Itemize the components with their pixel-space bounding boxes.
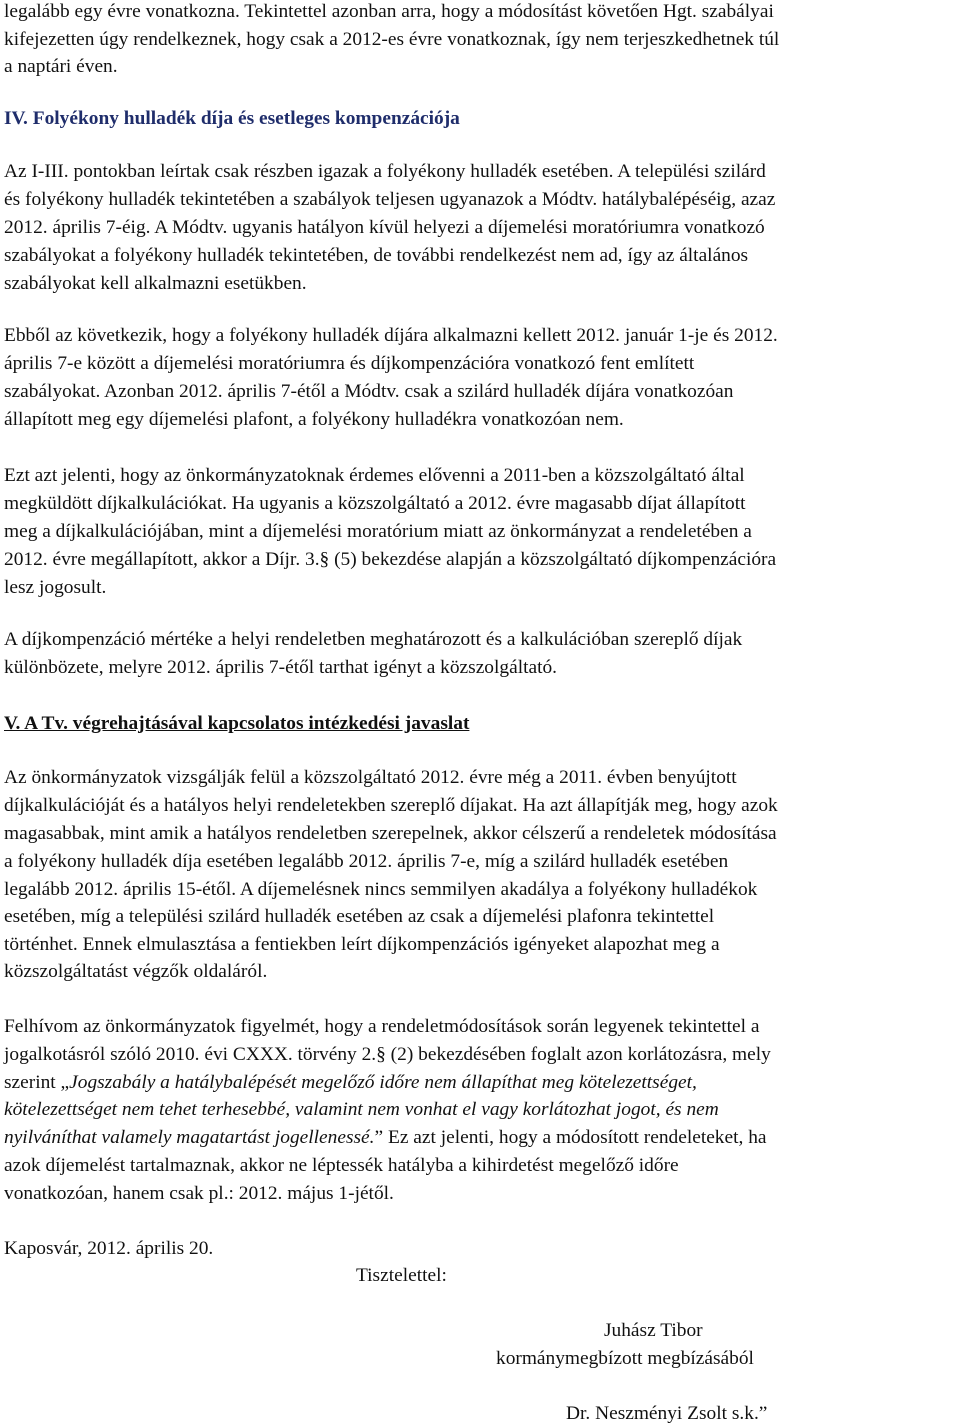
paragraph-line: megküldött díjkalkulációkat. Ha ugyanis a közszolgáltató a 2012. évre magasabb díjat állapított — [4, 493, 746, 514]
paragraph-line: lesz jogosult. — [4, 577, 107, 598]
quote-text: Jogszabály a hatálybalépését megelőző időre nem állapíthat meg kötelezettséget, — [69, 1072, 697, 1093]
paragraph-line — [4, 1069, 697, 1096]
paragraph-line: Ebből az következik, hogy a folyékony hulladék díjára alkalmazni kellett 2012. január 1-je és 2012. — [4, 325, 778, 346]
paragraph-line: meg a díjkalkulációjában, mint a díjemelési moratórium miatt az önkormányzat a rendeletében a — [4, 521, 752, 542]
paragraph-line: 2012. évre megállapított, akkor a Díjr. 3.§ (5) bekezdése alapján a közszolgáltató díjkompenzációra — [4, 549, 777, 570]
paragraph-line — [4, 1096, 719, 1123]
paragraph-line: és folyékony hulladék tekintetében a szabályok teljesen ugyanazok a Módtv. hatálybalépéséig, azaz — [4, 189, 776, 210]
signatory-name: Juhász Tibor — [604, 1320, 703, 1341]
quote-trail-text: ” Ez azt jelenti, hogy a módosított rendeleteket, ha — [374, 1127, 767, 1148]
paragraph-line: különbözete, melyre 2012. április 7-étől tarthat igényt a közszolgáltató. — [4, 657, 558, 678]
quote-lead-text: szerint „ — [4, 1072, 70, 1093]
paragraph-line: közszolgáltatást végzők oldaláról. — [4, 961, 268, 982]
paragraph-line: Az önkormányzatok vizsgálják felül a közszolgáltató 2012. évre még a 2011. évben benyújtott — [4, 767, 737, 788]
paragraph-line: a naptári éven. — [4, 56, 118, 77]
paragraph-line: szabályokat kell alkalmazni esetükben. — [4, 273, 307, 294]
signed-by: Dr. Neszményi Zsolt s.k.” — [566, 1403, 768, 1424]
paragraph-line: Felhívom az önkormányzatok figyelmét, hogy a rendeletmódosítások során legyenek tekintettel a — [4, 1016, 760, 1037]
place-date: Kaposvár, 2012. április 20. — [4, 1238, 214, 1259]
paragraph-line: április 7-e között a díjemelési moratóriumra és díjkompenzációra vonatkozó fent említett — [4, 353, 695, 374]
paragraph-line: a folyékony hulladék díja esetében legalább 2012. április 7-e, míg a szilárd hulladék esetében — [4, 851, 729, 872]
closing-text: Tisztelettel: — [356, 1265, 447, 1286]
paragraph-line: állapított meg egy díjemelési plafont, a folyékony hulladékra vonatkozóan nem. — [4, 409, 624, 430]
paragraph-line: kifejezetten úgy rendelkeznek, hogy csak a 2012-es évre vonatkoznak, így nem terjeszkedhetnek túl — [4, 29, 780, 50]
paragraph-line: Az I-III. pontokban leírtak csak részben igazak a folyékony hulladék esetében. A települési szilárd — [4, 161, 766, 182]
paragraph-line: szabályokat a folyékony hulladék tekintetében, de további rendelkezést nem ad, így az általános — [4, 245, 749, 266]
paragraph-line: jogalkotásról szóló 2010. évi CXXX. törvény 2.§ (2) bekezdésében foglalt azon korlátozásra, mely — [4, 1044, 771, 1065]
paragraph-line: Ezt azt jelenti, hogy az önkormányzatoknak érdemes elővenni a 2011-ben a közszolgáltató által — [4, 465, 745, 486]
paragraph-line: szabályokat. Azonban 2012. április 7-étől a Módtv. csak a szilárd hulladék díjára vonatkozóan — [4, 381, 734, 402]
paragraph-line: azok díjemelést tartalmaznak, akkor ne léptessék hatályba a kihirdetést megelőző időre — [4, 1155, 679, 1176]
paragraph-line: 2012. április 7-éig. A Módtv. ugyanis hatályon kívül helyezi a díjemelési moratóriumra vonatkozó — [4, 217, 765, 238]
quote-text: kötelezettséget nem tehet terhesebbé, valamint nem vonhat el vagy korlátozhat jogot, és nem — [4, 1099, 719, 1120]
section-heading-v: V. A Tv. végrehajtásával kapcsolatos intézkedési javaslat — [4, 713, 470, 734]
paragraph-line: esetében, míg a települési szilárd hulladék esetében az csak a díjemelési plafonra tekintettel — [4, 906, 715, 927]
paragraph-line: díjkalkulációját és a hatályos helyi rendeletekben szereplő díjakat. Ha azt állapítják meg, hogy azok — [4, 795, 778, 816]
paragraph-line: magasabbak, mint amik a hatályos rendeletben szerepelnek, akkor célszerű a rendeletek módosítása — [4, 823, 777, 844]
paragraph-line: vonatkozóan, hanem csak pl.: 2012. május 1-jétől. — [4, 1183, 394, 1204]
paragraph-line: A díjkompenzáció mértéke a helyi rendeletben meghatározott és a kalkulációban szereplő díjak — [4, 629, 743, 650]
paragraph-line: történhet. Ennek elmulasztása a fentiekben leírt díjkompenzációs igényeket alapozhat meg a — [4, 934, 720, 955]
paragraph-line — [4, 1124, 767, 1151]
quote-text: nyilváníthat valamely magatartást jogellenessé. — [4, 1127, 375, 1148]
paragraph-line: legalább 2012. április 15-étől. A díjemelésnek nincs semmilyen akadálya a folyékony hulladékok — [4, 879, 758, 900]
signatory-role: kormánymegbízott megbízásából — [496, 1348, 754, 1369]
paragraph-line: legalább egy évre vonatkozna. Tekintettel azonban arra, hogy a módosítást követően Hgt. szabályai — [4, 1, 774, 22]
section-heading-iv: IV. Folyékony hulladék díja és esetleges kompenzációja — [4, 108, 460, 129]
